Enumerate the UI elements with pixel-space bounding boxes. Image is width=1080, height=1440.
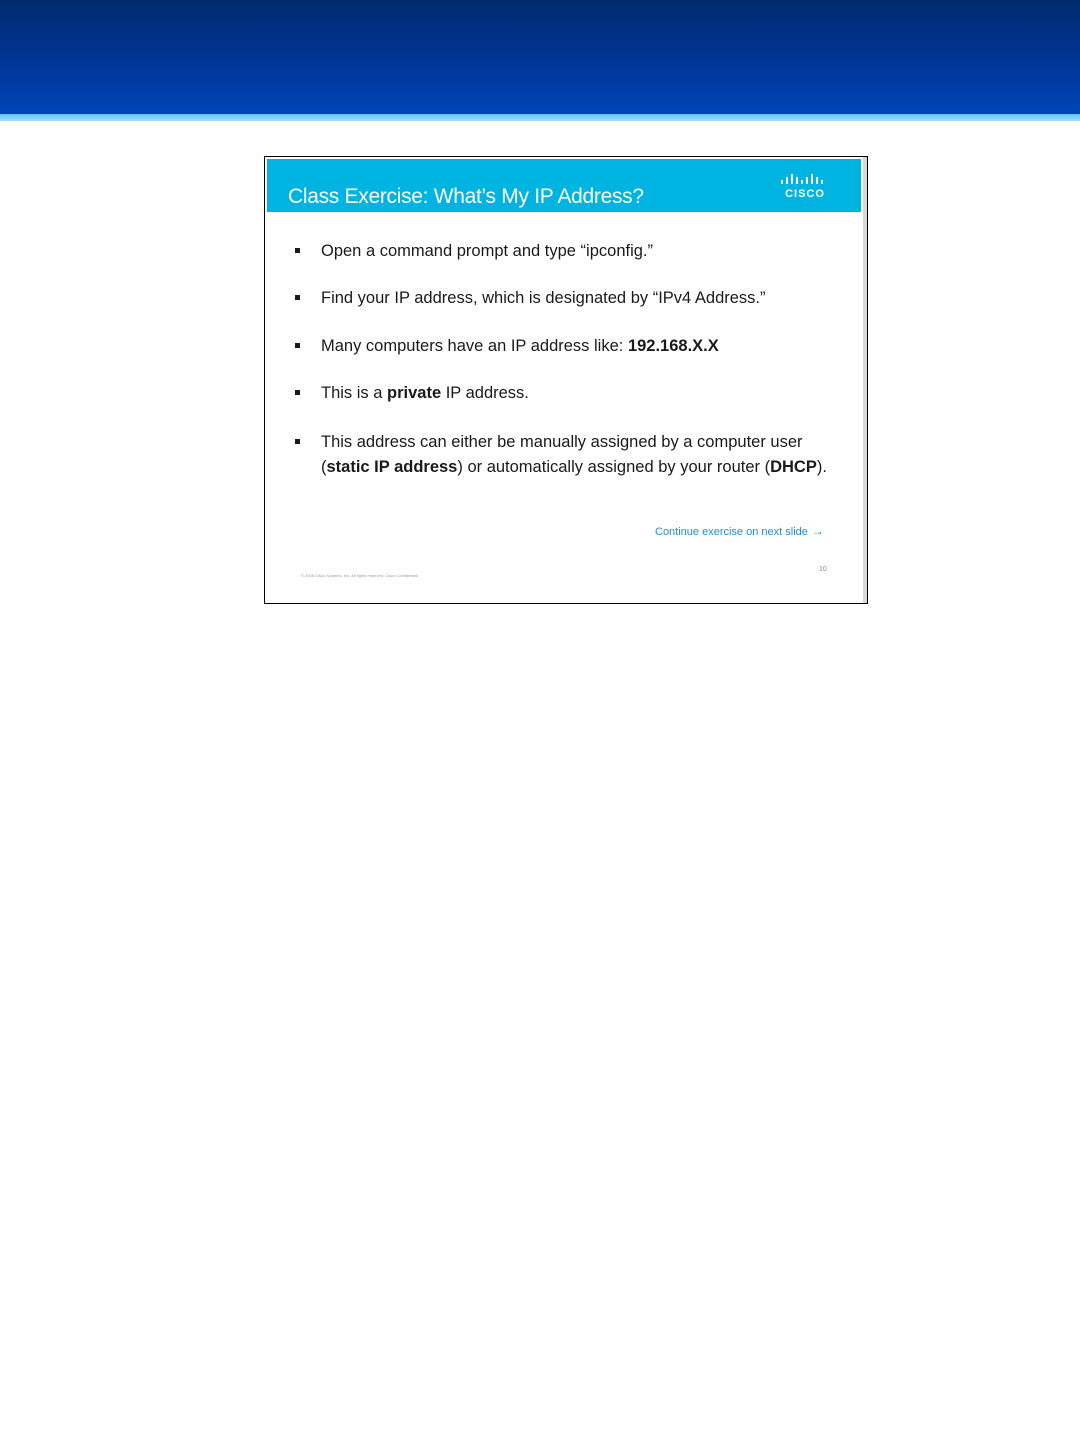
bullet-segment: ) or automatically assigned by your router ( bbox=[457, 457, 771, 476]
logo-text: CISCO bbox=[785, 188, 825, 200]
slide-shadow bbox=[863, 157, 867, 603]
bullet-text bbox=[321, 239, 840, 264]
bullet-segment: IP address. bbox=[441, 384, 529, 402]
bullet-item bbox=[295, 334, 840, 359]
square-bullet-icon bbox=[295, 390, 300, 395]
bullet-segment: ). bbox=[816, 457, 827, 476]
continue-link[interactable] bbox=[655, 524, 824, 538]
square-bullet-icon bbox=[295, 343, 300, 348]
bullet-item bbox=[295, 286, 840, 311]
bullet-segment: Find your IP address, which is designated by “IPv4 Address.” bbox=[321, 289, 766, 307]
bullet-segment: This is a bbox=[321, 384, 388, 402]
slide bbox=[264, 156, 868, 604]
bullet-segment: Many computers have an IP address like: bbox=[321, 337, 628, 355]
bullet-emphasis: static IP address bbox=[326, 457, 458, 476]
arrow-right-icon: → bbox=[811, 524, 824, 538]
bullet-emphasis: DHCP bbox=[770, 457, 817, 476]
bullet-segment: Open a command prompt and type “ipconfig.” bbox=[321, 242, 654, 260]
slide-number: 10 bbox=[819, 566, 827, 573]
top-banner bbox=[0, 0, 1080, 114]
footer-copyright: © 2006 Cisco Systems, Inc. All rights reserved. Cisco Confidential bbox=[301, 573, 418, 578]
bullet-item bbox=[295, 381, 840, 406]
slide-header bbox=[267, 159, 861, 212]
banner-stripe bbox=[0, 114, 1080, 121]
square-bullet-icon bbox=[295, 295, 300, 300]
square-bullet-icon bbox=[295, 248, 300, 253]
cisco-logo-icon bbox=[779, 173, 831, 203]
bullet-segment: This address can either be manually assigned by a computer user ( bbox=[321, 433, 803, 476]
bullet-text bbox=[321, 430, 840, 479]
slide-title: Class Exercise: What’s My IP Address? bbox=[288, 185, 644, 208]
bullet-item bbox=[295, 239, 840, 264]
bullet-emphasis: 192.168.X.X bbox=[627, 337, 719, 355]
logo-bars-icon bbox=[779, 173, 831, 187]
bullet-text bbox=[321, 286, 840, 311]
bullet-emphasis: private bbox=[387, 384, 442, 402]
bullet-text bbox=[321, 334, 840, 359]
bullet-item bbox=[295, 430, 840, 479]
bullet-text bbox=[321, 381, 840, 406]
square-bullet-icon bbox=[295, 439, 300, 444]
continue-link-label: Continue exercise on next slide bbox=[655, 526, 808, 538]
